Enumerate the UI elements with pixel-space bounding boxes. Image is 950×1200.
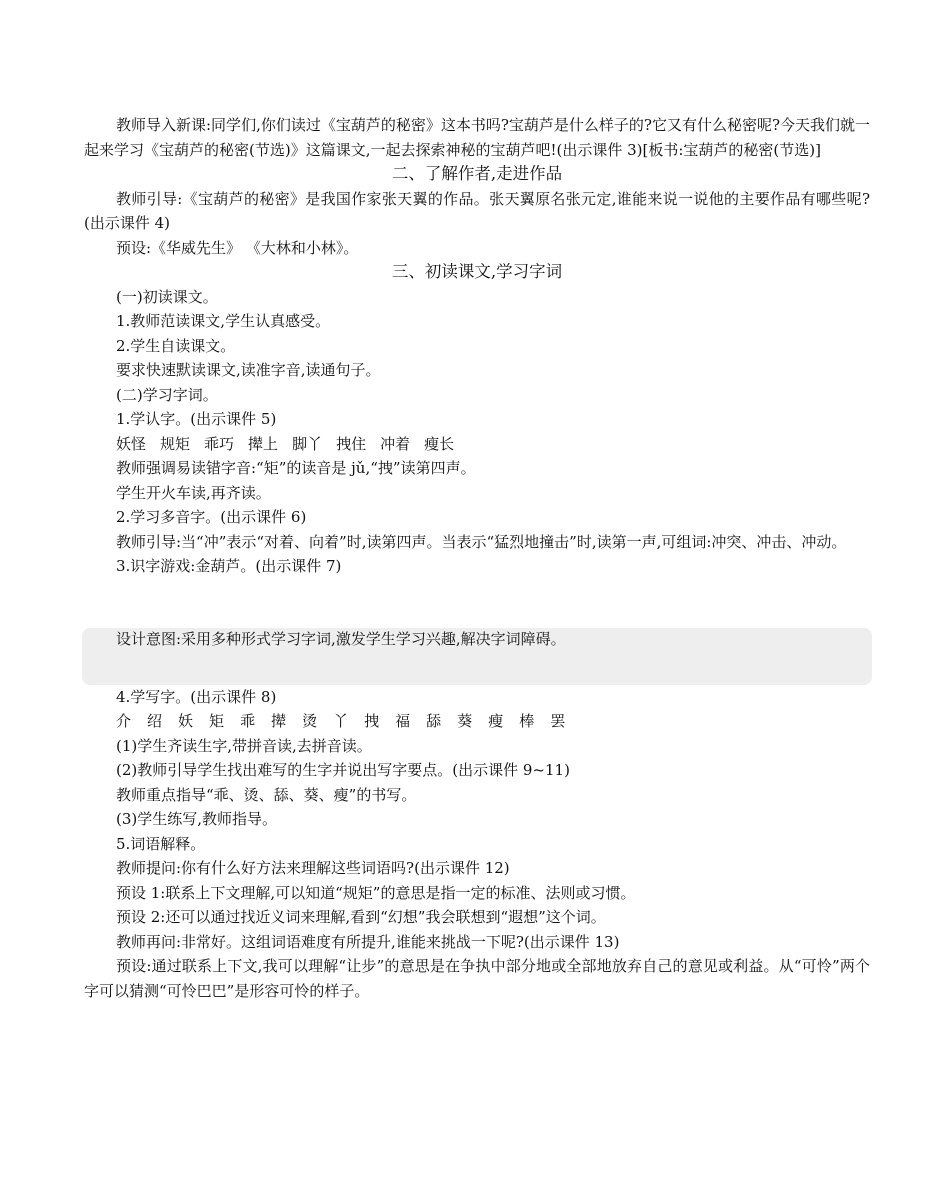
design-intent-text: 设计意图:采用多种形式学习字词,激发学生学习兴趣,解决字词障碍。	[116, 629, 566, 648]
char-item: 妖	[178, 712, 194, 730]
word-list-1	[84, 432, 870, 457]
section-2-preset: 预设:《华威先生》 《大林和小林》。	[116, 238, 359, 257]
step-first-read: (一)初读课文。	[116, 287, 218, 306]
document-page	[84, 113, 870, 1003]
section-2-guide: 教师引导:《宝葫芦的秘密》是我国作家张天翼的作品。张天翼原名张元定,谁能来说一说他的主要作品有哪些呢?(出示课件 4)	[84, 189, 870, 232]
preset-final: 预设:通过联系上下文,我可以理解“让步”的意思是在争执中部分地或全部地放弃自己的意见或利益。从“可怜”两个字可以猜测“可怜巴巴”是形容可怜的样子。	[84, 957, 870, 1000]
step-learn-chars: 1.学认字。(出示课件 5)	[116, 410, 277, 428]
char-item: 舔	[426, 712, 442, 730]
char-item: 丫	[333, 712, 349, 730]
polyphonic-step: 2.学习多音字。(出示课件 6)	[116, 508, 307, 526]
word-item: 乖巧	[204, 434, 235, 453]
char-item: 绍	[147, 712, 163, 730]
teacher-question-2: 教师再问:非常好。这组词语难度有所提升,谁能来挑战一下呢?(出示课件 13)	[116, 932, 620, 951]
char-item: 矩	[209, 712, 225, 730]
step-requirement: 要求快速默读课文,读准字音,读通句子。	[116, 361, 381, 379]
preset-1: 预设 1:联系上下文理解,可以知道“规矩”的意思是指一定的标准、法则或习惯。	[116, 883, 636, 902]
explanation-step: 5.词语解释。	[116, 834, 206, 853]
word-list-2	[84, 709, 870, 734]
word-item: 妖怪	[116, 434, 147, 453]
char-item: 罢	[550, 712, 566, 730]
char-item: 撵	[271, 712, 287, 730]
char-item: 福	[395, 712, 411, 730]
polyphonic-guide: 教师引导:当“冲”表示“对着、向着”时,读第四声。当表示“猛烈地撞击”时,读第一声,可组词:冲突、冲击、冲动。	[116, 532, 847, 551]
writing-guidance: 教师重点指导“乖、烫、舔、葵、瘦”的书写。	[116, 785, 417, 804]
writing-step: 4.学写字。(出示课件 8)	[116, 687, 277, 706]
writing-substep-3: (3)学生练写,教师指导。	[116, 810, 278, 828]
word-item: 撵上	[248, 434, 279, 453]
step-learn-words: (二)学习字词。	[116, 385, 218, 404]
char-item: 介	[116, 712, 132, 730]
char-item: 瘦	[488, 712, 504, 730]
pronunciation-note: 教师强调易读错字音:“矩”的读音是 jǔ,“拽”读第四声。	[116, 459, 476, 477]
step-self-read: 2.学生自读课文。	[116, 336, 236, 355]
writing-substep-2: (2)教师引导学生找出难写的生字并说出写字要点。(出示课件 9~11)	[116, 761, 570, 779]
teacher-question: 教师提问:你有什么好方法来理解这些词语吗?(出示课件 12)	[116, 859, 510, 877]
writing-substep-1: (1)学生齐读生字,带拼音读,去拼音读。	[116, 736, 372, 755]
intro-paragraph: 教师导入新课:同学们,你们读过《宝葫芦的秘密》这本书吗?宝葫芦是什么样子的?它又有什么秘密呢?今天我们就一起来学习《宝葫芦的秘密(节选)》这篇课文,一起去探索神秘的宝葫芦吧!(出示课件 3)[板书:宝葫芦的秘密(节选)]	[84, 116, 870, 159]
word-item: 冲着	[380, 434, 411, 453]
spacer	[84, 579, 870, 628]
word-game: 3.识字游戏:金葫芦。(出示课件 7)	[116, 557, 342, 575]
char-item: 乖	[240, 712, 256, 730]
char-item: 拽	[364, 712, 380, 730]
char-item: 烫	[302, 712, 318, 730]
section-2-heading: 二、了解作者,走进作品	[391, 164, 563, 183]
char-item: 棒	[519, 712, 535, 730]
word-item: 拽住	[336, 434, 367, 453]
word-item: 规矩	[160, 434, 191, 453]
char-item: 葵	[457, 712, 473, 730]
section-3-heading: 三、初读课文,学习字词	[391, 262, 563, 281]
step-teacher-read: 1.教师范读课文,学生认真感受。	[116, 312, 331, 330]
design-intent-box	[82, 628, 872, 685]
word-item: 脚丫	[292, 434, 323, 453]
word-item: 瘦长	[424, 434, 455, 453]
train-reading: 学生开火车读,再齐读。	[116, 483, 271, 502]
preset-2: 预设 2:还可以通过找近义词来理解,看到“幻想”我会联想到“遐想”这个词。	[116, 908, 606, 926]
